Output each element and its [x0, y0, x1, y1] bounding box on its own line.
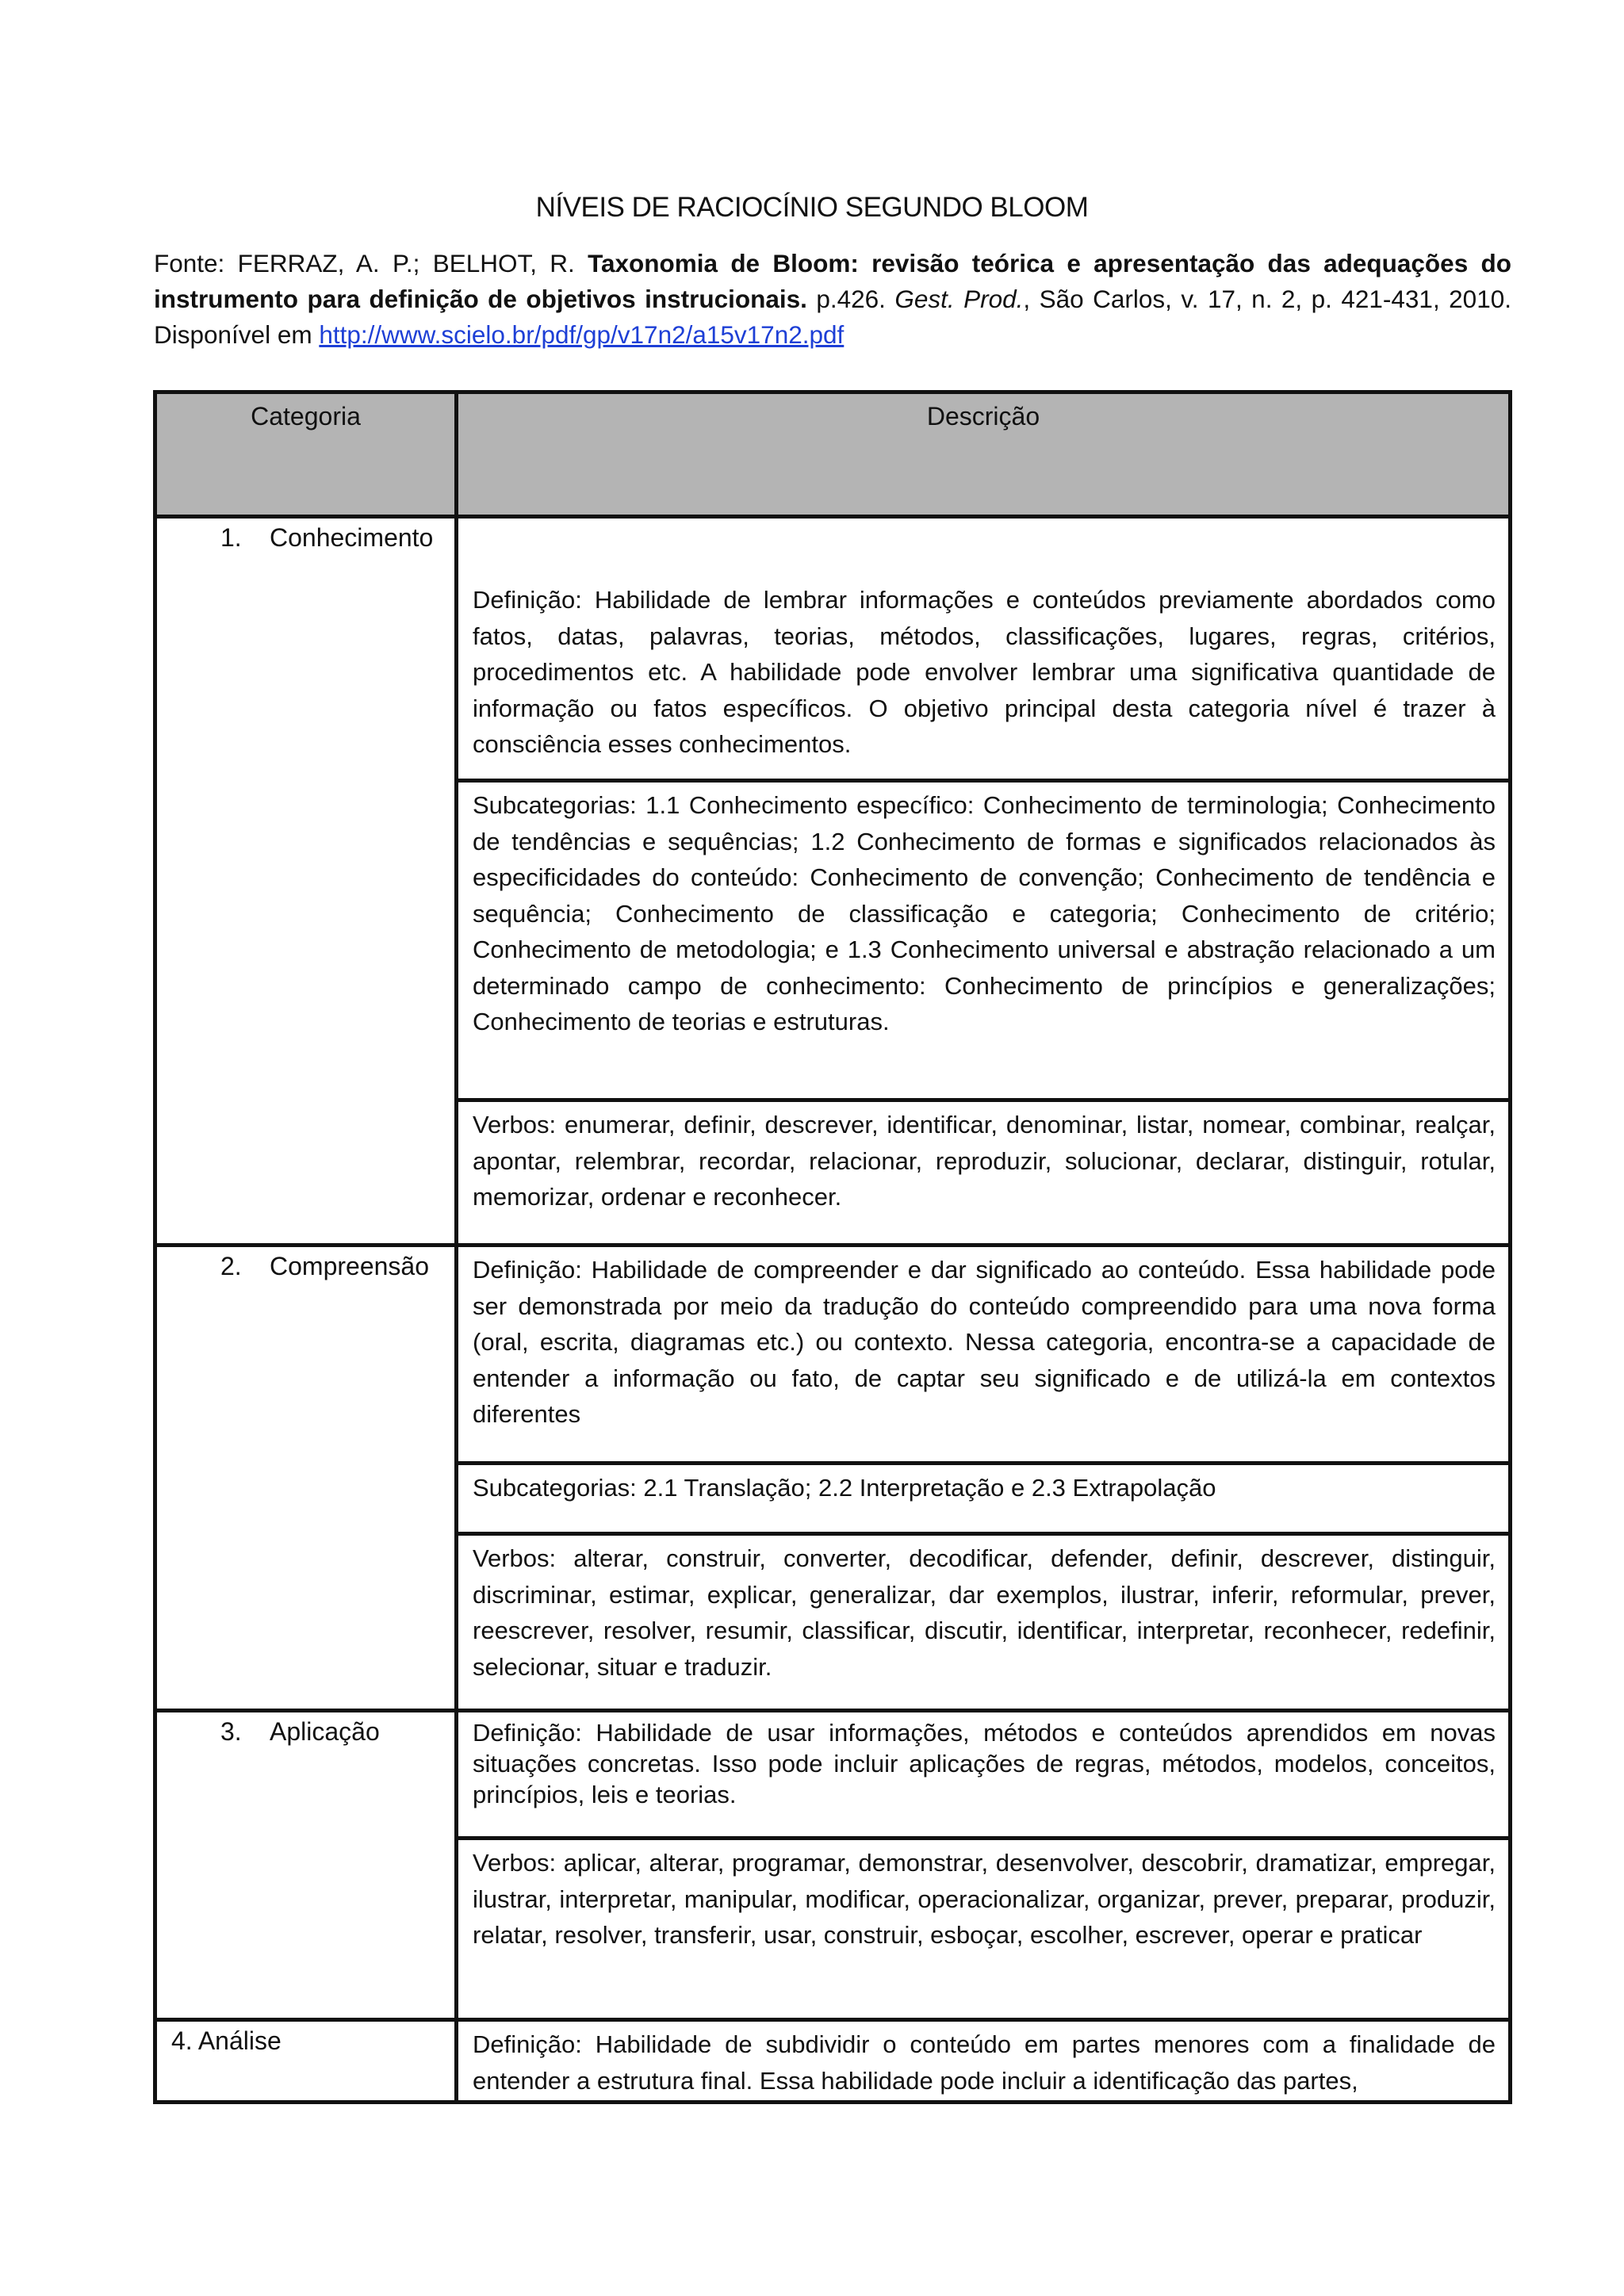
verbs-cell: Verbos: enumerar, definir, descrever, identificar, denominar, listar, nomear, combinar, realçar, apontar, relembrar, recordar, relacionar, reproduzir, solucionar, declarar, distinguir, rotular, memorizar, ordenar e reconhecer. [457, 1100, 1511, 1246]
category-number: 3. [220, 1717, 242, 1746]
header-category: Categoria [155, 392, 457, 517]
category-number: 2. [220, 1252, 242, 1280]
source-page: p.426. [806, 285, 895, 313]
category-number: 1. [220, 523, 242, 552]
source-journal: Gest. Prod. [894, 285, 1024, 313]
page-title: NÍVEIS DE RACIOCÍNIO SEGUNDO BLOOM [535, 192, 1089, 223]
category-cell-compreensao [155, 1246, 457, 1711]
subcategories-cell: Subcategorias: 1.1 Conhecimento específico: Conhecimento de terminologia; Conhecimento de tendências e sequências; 1.2 Conhecimento de formas e significados relacionados às especificidades do conteúdo: Conhecimento de convenção; Conhecimento de tendência e sequência; Conhecimento de classificação e categoria; Conhecimento de critério; Conhecimento de metodologia; e 1.3 Conhecimento universal e abstração relacionado a um determinado campo de conhecimento: Conhecimento de princípios e generalizações; Conhecimento de teorias e estruturas. [457, 781, 1511, 1100]
category-cell-analise [155, 2020, 457, 2103]
category-number: 4. [171, 2026, 193, 2055]
source-details: , São Carlos, v. 17, n. 2, p. 421-431, 2010. Disponível em [154, 285, 1511, 349]
table-row [155, 1711, 1511, 1839]
source-citation [154, 246, 1511, 353]
bloom-taxonomy-table [153, 390, 1512, 2104]
category-name: Aplicação [270, 1717, 380, 1746]
category-name: Conhecimento [270, 523, 434, 552]
definition-cell: Definição: Habilidade de usar informações, métodos e conteúdos aprendidos em novas situações concretas. Isso pode incluir aplicações de regras, métodos, modelos, conceitos, princípios, leis e teorias. [457, 1711, 1511, 1839]
table-row [155, 1246, 1511, 1464]
category-cell-conhecimento [155, 517, 457, 1246]
category-name: Análise [197, 2026, 282, 2055]
table-row [155, 517, 1511, 781]
subcategories-cell: Subcategorias: 2.1 Translação; 2.2 Interpretação e 2.3 Extrapolação [457, 1464, 1511, 1534]
source-prefix: Fonte: FERRAZ, A. P.; BELHOT, R. [154, 249, 588, 277]
definition-cell: Definição: Habilidade de subdividir o conteúdo em partes menores com a finalidade de entender a estrutura final. Essa habilidade pode incluir a identificação das partes, [457, 2020, 1511, 2103]
header-description: Descrição [457, 392, 1511, 517]
verbs-cell: Verbos: alterar, construir, converter, decodificar, defender, definir, descrever, distinguir, discriminar, estimar, explicar, generalizar, dar exemplos, ilustrar, inferir, reformular, prever, reescrever, resolver, resumir, classificar, discutir, identificar, interpretar, reconhecer, redefinir, selecionar, situar e traduzir. [457, 1534, 1511, 1711]
source-link[interactable]: http://www.scielo.br/pdf/gp/v17n2/a15v17n2.pdf [319, 320, 845, 349]
definition-cell [457, 517, 1511, 781]
verbs-cell: Verbos: aplicar, alterar, programar, demonstrar, desenvolver, descobrir, dramatizar, empregar, ilustrar, interpretar, manipular, modificar, operacionalizar, organizar, prever, preparar, produzir, relatar, resolver, transferir, usar, construir, esboçar, escolher, escrever, operar e praticar [457, 1839, 1511, 2020]
category-cell-aplicacao [155, 1711, 457, 2020]
category-name: Compreensão [270, 1252, 429, 1280]
definition-cell: Definição: Habilidade de compreender e dar significado ao conteúdo. Essa habilidade pode ser demonstrada por meio da tradução do conteúdo compreendido para uma nova forma (oral, escrita, diagramas etc.) ou contexto. Nessa categoria, encontra-se a capacidade de entender a informação ou fato, de captar seu significado e de utilizá-la em contextos diferentes [457, 1246, 1511, 1464]
table-row [155, 2020, 1511, 2103]
table-header-row [155, 392, 1511, 517]
definition-text: Definição: Habilidade de lembrar informações e conteúdos previamente abordados como fatos, datas, palavras, teorias, métodos, classificações, lugares, regras, critérios, procedimentos etc. A habilidade pode envolver lembrar uma significativa quantidade de informação ou fatos específicos. O objetivo principal desta categoria nível é trazer à consciência esses conhecimentos. [473, 586, 1496, 758]
source-article-title: Taxonomia de Bloom: revisão teórica e apresentação das adequações do instrumento para definição de objetivos instrucionais. [154, 249, 1511, 313]
